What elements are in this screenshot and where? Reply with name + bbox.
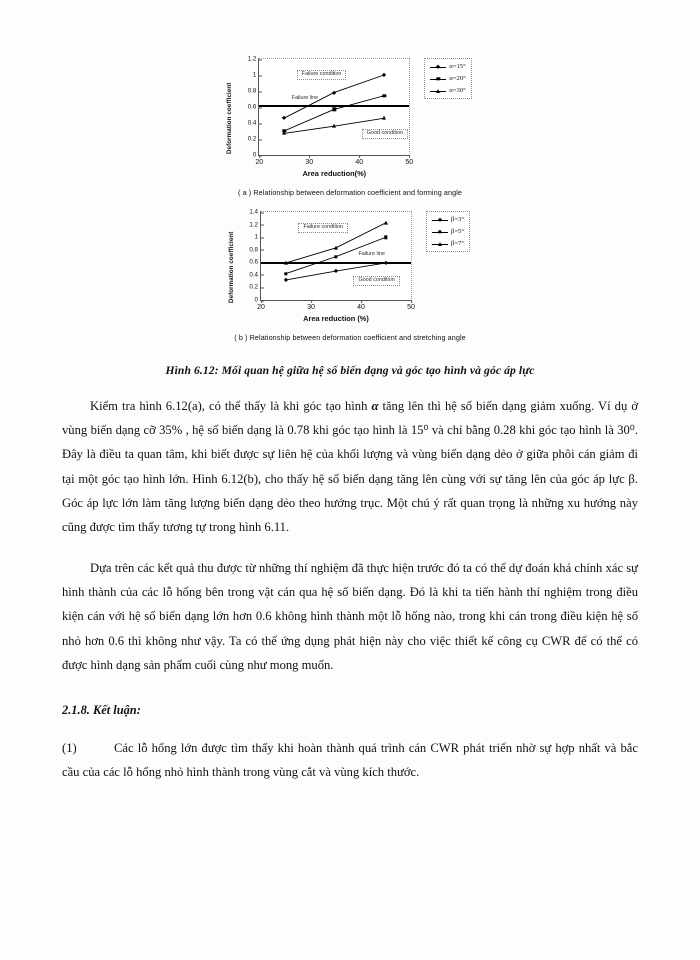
legend-label: α=30° [449,87,466,94]
section-heading: 2.1.8. Kết luận: [62,702,141,717]
failure-threshold-line [261,262,411,264]
data-point-tri [332,124,336,128]
figure-caption: Hình 6.12: Mối quan hệ giữa hệ số biến dạng và góc tạo hình và góc áp lực [165,364,535,377]
line-marker-square-icon [432,228,448,235]
paragraph-1-part2: tăng lên thì hệ số biến dạng giảm xuống. Ví dụ ở vùng biến dạng cỡ 35% , hệ số biến dạng là 0.78 khi góc tạo hình là 15⁰ và chỉ bằng 0.28 khi góc tạo hình là 30⁰. Đây là điều ta quan tâm, khi biết được sự liên hệ của khối lượng và vùng biến dạng dẻo ở giữa phôi cán giảm đi tại một góc tạo hình lớn. Hình 6.12(b), cho thấy hệ số biến dạng tăng lên cùng với sự tăng lên của góc áp lực β. Góc áp lực lớn làm tăng lượng biến dạng dẻo theo hướng trục. Một chú ý rất quan trọng là những xu hướng này cũng được tìm thấy tương tự trong hình 6.11. [62,399,638,534]
chart-a-legend [424,58,471,99]
y-axis-tick-label: 1 [255,234,261,241]
legend-item [432,216,464,223]
data-point-square [334,255,337,258]
chart-annotation: Failure condition [298,223,348,233]
y-axis-tick-label: 0.8 [248,88,260,95]
legend-item [430,63,465,70]
paragraph-1 [62,394,638,539]
data-point-tri [282,131,286,135]
chart-b-legend [426,211,470,252]
chart-a-wrapper [226,55,471,197]
chart-a-area [226,55,414,178]
x-axis-tick-label: 30 [305,155,313,166]
y-axis-tick-label: 0.4 [248,120,260,127]
x-axis-tick-label: 30 [307,300,315,311]
y-axis-tick-label: 0 [253,152,259,159]
legend-label: α=15° [449,63,466,70]
chart-annotation: Failure line [358,250,385,257]
data-point-square [384,235,387,238]
y-axis-tick-label: 1.2 [248,56,260,63]
data-point-tri [384,220,388,224]
chart-a-subcaption: ( a ) Relationship between deformation coefficient and forming angle [237,188,463,197]
y-axis-tick-label: 1.2 [249,221,261,228]
legend-label: α=20° [449,75,466,82]
legend-item [432,240,464,247]
chart-b-wrapper [227,208,470,342]
line-marker-diamond-icon [432,216,448,223]
chart-b-area [227,208,415,323]
chart-a-plot [247,55,414,166]
legend-label: β=7° [450,240,464,247]
chart-a-ylabel: Deformation coefficient [226,82,234,154]
y-axis-tick-label: 0.6 [248,104,260,111]
line-marker-triangle-icon [430,87,446,94]
item-number: (1) [62,740,77,755]
x-axis-tick-label: 20 [255,155,263,166]
chart-annotation: Failure condition [297,70,347,80]
paragraph-2: Dựa trên các kết quả thu được từ những thí nghiệm đã thực hiện trước đó ta có thể dự đoán khá chính xác sự hình thành của các lỗ hổng bên trong vật cán qua hệ số biến dạng. Đó là khi ta tiến hành thí nghiệm trong điều kiện cán với hệ số biến dạng lớn hơn 0.6 không hình thành một lỗ hổng nào, trong khi cán trong điều kiện hệ số nhỏ hơn 0.6 thì không như vậy. Ta có thể ứng dụng phát hiện này cho việc thiết kế công cụ CWR để có thể có được hình dạng sản phẩm cuối cùng như mong muốn. [62,561,638,672]
y-axis-tick-label: 0.8 [249,246,261,253]
x-axis-tick-label: 20 [257,300,265,311]
data-point-tri [382,116,386,120]
chart-annotation: Good condition [362,129,408,139]
y-axis-tick-label: 0.4 [249,271,261,278]
legend-item [430,75,465,82]
item-text: Các lỗ hổng lớn được tìm thấy khi hoàn thành quá trình cán CWR phát triển nhờ sự hợp nhất và bắc cầu của các lỗ hổng nhỏ hình thành trong vùng cắt và vùng kích thước. [62,740,638,780]
paragraph-1-part1: Kiểm tra hình 6.12(a), có thể thấy là khi góc tạo hình [90,399,368,413]
x-axis-tick-label: 40 [355,155,363,166]
y-axis-tick-label: 0.6 [249,259,261,266]
line-marker-triangle-icon [432,240,448,247]
x-axis-tick-label: 50 [407,300,415,311]
chart-annotation: Good condition [353,276,399,286]
chart-b-plot [249,208,415,311]
figure-6-12 [62,0,638,342]
chart-b-subcaption: ( b ) Relationship between deformation coefficient and stretching angle [234,333,466,342]
data-point-tri [334,245,338,249]
legend-item [430,87,465,94]
line-marker-diamond-icon [430,63,446,70]
legend-label: β=5° [450,228,464,235]
x-axis-tick-label: 40 [357,300,365,311]
chart-b-xlabel: Area reduction (%) [303,314,369,323]
legend-item [432,228,464,235]
y-axis-tick-label: 1 [253,72,259,79]
numbered-item-1 [62,736,638,784]
chart-b-ylabel: Deformation coefficient [227,231,235,303]
data-point-square [383,94,386,97]
y-axis-tick-label: 0.2 [249,284,261,291]
chart-annotation: Failure line [291,95,319,102]
y-axis-tick-label: 0.2 [248,136,260,143]
y-axis-tick-label: 1.4 [249,209,261,216]
failure-threshold-line [259,105,409,107]
legend-label: β=3° [450,216,464,223]
chart-a-xlabel: Area reduction(%) [302,169,367,178]
line-marker-square-icon [430,75,446,82]
data-point-square [284,272,287,275]
data-point-square [333,108,336,111]
x-axis-tick-label: 50 [405,155,413,166]
alpha-symbol: α [371,399,379,413]
y-axis-tick-label: 0 [255,297,261,304]
